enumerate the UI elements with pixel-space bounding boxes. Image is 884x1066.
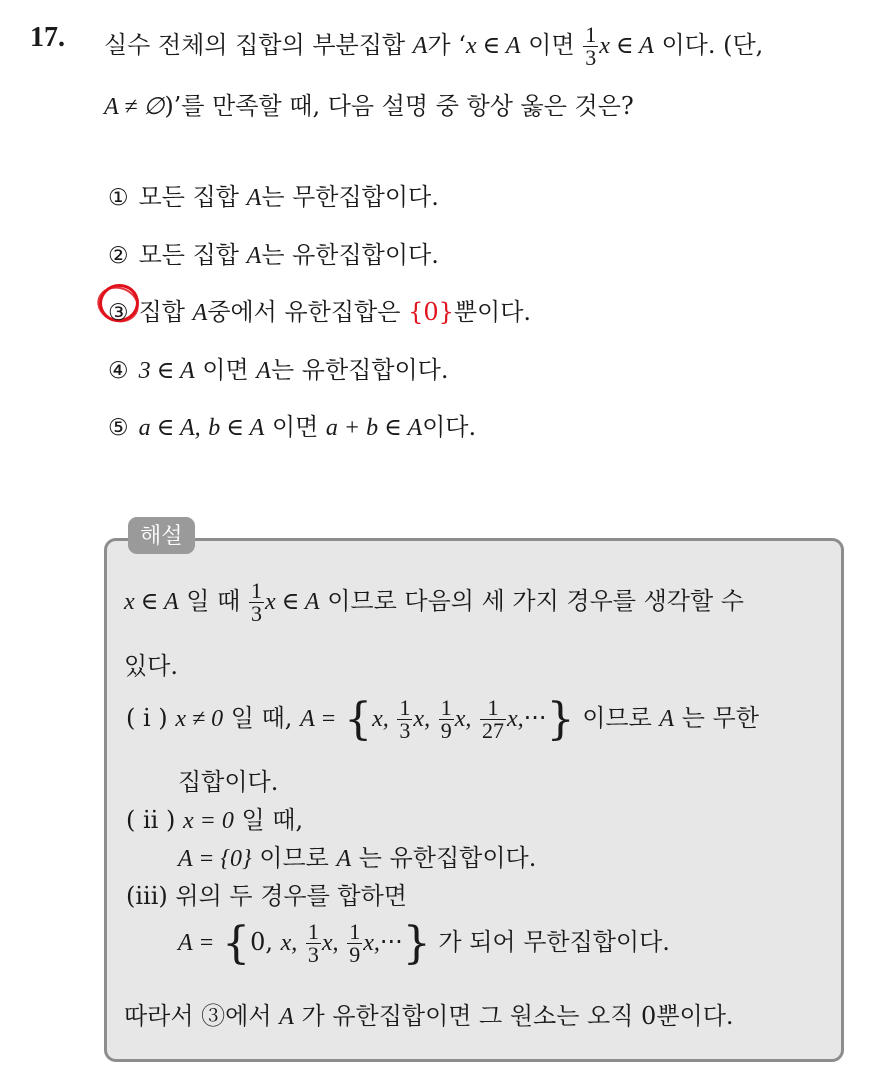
choice-3[interactable]: ③ 집합 A중에서 유한집합은 {0}뿐이다. bbox=[108, 298, 532, 326]
question-number: 17. bbox=[30, 22, 65, 53]
solution-line2: 있다. bbox=[124, 652, 178, 680]
choice-1[interactable]: ① 모든 집합 A는 무한집합이다. bbox=[108, 183, 439, 211]
solution-line1: x ∈ A 일 때 $\frac{1}{3}$ x ∈ A 이므로 다음의 세 가지 경우를 생각할 수 bbox=[124, 578, 744, 626]
solution-case-1: ( i ) x ≠ 0 일 때, A = {x, $\frac{1}{3}$ x, $\frac{1}{9}$ x, $\frac{1}{27}$ x,···} 이므로 A 는 무한 bbox=[126, 694, 759, 745]
solution-case-1-cont: 집합이다. bbox=[178, 768, 279, 796]
fraction-one-third: $\frac{1}{3}$ bbox=[585, 22, 597, 70]
question-stem-line1: 실수 전체의 집합의 부분집합 A가 ‘x ∈ A 이면 $\frac{1}{3}$ x ∈ A 이다. (단, bbox=[104, 22, 764, 70]
solution-case-3: (iii) 위의 두 경우를 합하면 bbox=[126, 882, 407, 910]
choice-2[interactable]: ② 모든 집합 A는 유한집합이다. bbox=[108, 241, 439, 269]
solution-case-3-set: A = {0, x, $\frac{1}{3}$ x, $\frac{1}{9}$ x,···} 가 되어 무한집합이다. bbox=[178, 918, 670, 969]
solution-case-2-line: A = {0} 이므로 A 는 유한집합이다. bbox=[178, 844, 537, 872]
solution-conclusion: 따라서 ③에서 A 가 유한집합이면 그 원소는 오직 0뿐이다. bbox=[124, 1002, 734, 1030]
solution-case-2: ( ii ) x = 0 일 때, bbox=[126, 806, 304, 834]
choice-5[interactable]: ⑤ a ∈ A, b ∈ A 이면 a + b ∈ A이다. bbox=[108, 413, 477, 441]
highlighted-set: {0} bbox=[408, 298, 454, 326]
question-stem-line2: A ≠ ∅)’를 만족할 때, 다음 설명 중 항상 옳은 것은? bbox=[104, 92, 634, 120]
choice-4[interactable]: ④ 3 ∈ A 이면 A는 유한집합이다. bbox=[108, 356, 449, 384]
solution-tag: 해설 bbox=[128, 517, 195, 554]
